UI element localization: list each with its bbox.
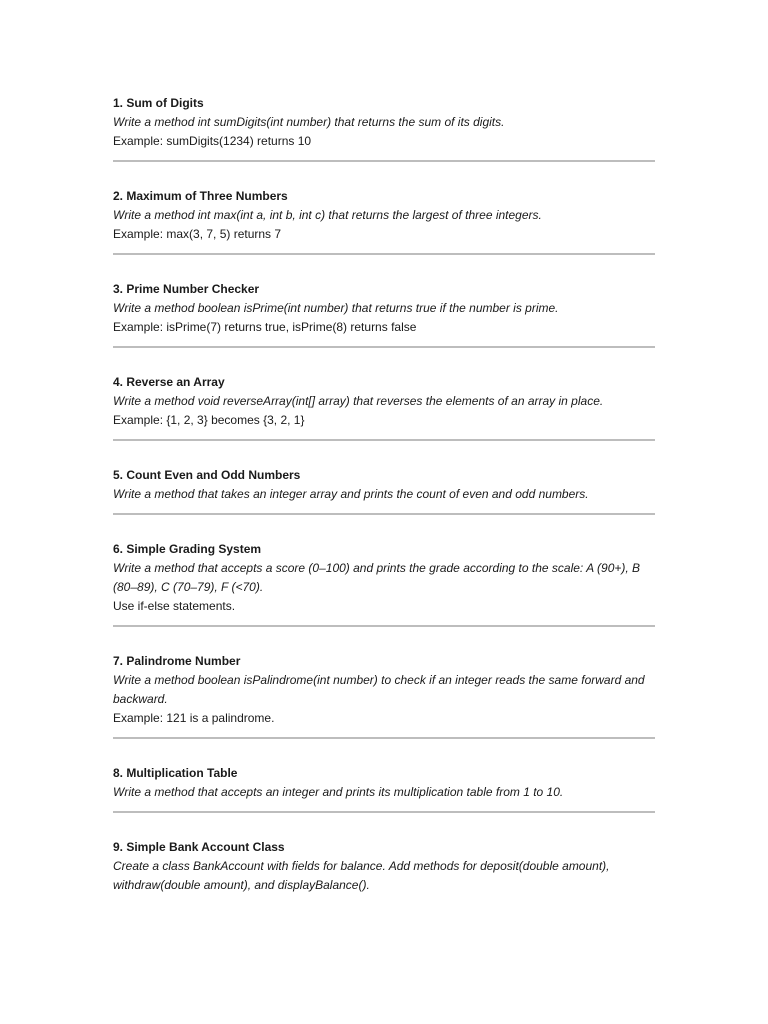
problem-grading-system: [113, 540, 655, 627]
divider: [113, 253, 655, 255]
problem-title: 4. Reverse an Array: [113, 375, 225, 389]
problem-max-of-three: [113, 187, 655, 255]
problem-description: Write a method that accepts a score (0–100) and prints the grade according to the scale: A (90+), B (80–89), C (70–79), F (<70).: [113, 561, 641, 594]
problem-example: Example: {1, 2, 3} becomes {3, 2, 1}: [113, 413, 305, 427]
problem-title: 3. Prime Number Checker: [113, 282, 260, 296]
divider: [113, 625, 655, 627]
problem-title: 7. Palindrome Number: [113, 654, 241, 668]
problem-reverse-array: [113, 373, 655, 441]
problem-note: Use if-else statements.: [113, 599, 236, 613]
problem-example: Example: 121 is a palindrome.: [113, 711, 275, 725]
problem-count-even-odd: [113, 466, 655, 515]
problem-description: Write a method that accepts an integer and prints its multiplication table from 1 to 10.: [113, 785, 564, 799]
problem-title: 8. Multiplication Table: [113, 766, 238, 780]
problem-title: 6. Simple Grading System: [113, 542, 262, 556]
divider: [113, 811, 655, 813]
divider: [113, 346, 655, 348]
divider: [113, 160, 655, 162]
problem-description: Write a method that takes an integer array and prints the count of even and odd numbers.: [113, 487, 589, 501]
problem-title: 1. Sum of Digits: [113, 96, 204, 110]
problem-list: [113, 94, 655, 895]
problem-example: Example: max(3, 7, 5) returns 7: [113, 227, 282, 241]
problem-description: Create a class BankAccount with fields for balance. Add methods for deposit(double amount), withdraw(double amount), and displayBalance().: [113, 859, 610, 892]
problem-title: 2. Maximum of Three Numbers: [113, 189, 288, 203]
divider: [113, 737, 655, 739]
problem-description: Write a method boolean isPrime(int number) that returns true if the number is prime.: [113, 301, 559, 315]
problem-prime-checker: [113, 280, 655, 348]
divider: [113, 513, 655, 515]
problem-bank-account: [113, 838, 655, 895]
problem-multiplication-table: [113, 764, 655, 813]
problem-title: 5. Count Even and Odd Numbers: [113, 468, 301, 482]
problem-sum-of-digits: [113, 94, 655, 162]
problem-palindrome-number: [113, 652, 655, 739]
problem-description: Write a method int sumDigits(int number) that returns the sum of its digits.: [113, 115, 505, 129]
problem-example: Example: isPrime(7) returns true, isPrime(8) returns false: [113, 320, 417, 334]
problem-title: 9. Simple Bank Account Class: [113, 840, 285, 854]
problem-description: Write a method void reverseArray(int[] array) that reverses the elements of an array in place.: [113, 394, 604, 408]
divider: [113, 439, 655, 441]
problem-description: Write a method boolean isPalindrome(int number) to check if an integer reads the same forward and backward.: [113, 673, 645, 706]
problem-example: Example: sumDigits(1234) returns 10: [113, 134, 312, 148]
problem-description: Write a method int max(int a, int b, int c) that returns the largest of three integers.: [113, 208, 542, 222]
